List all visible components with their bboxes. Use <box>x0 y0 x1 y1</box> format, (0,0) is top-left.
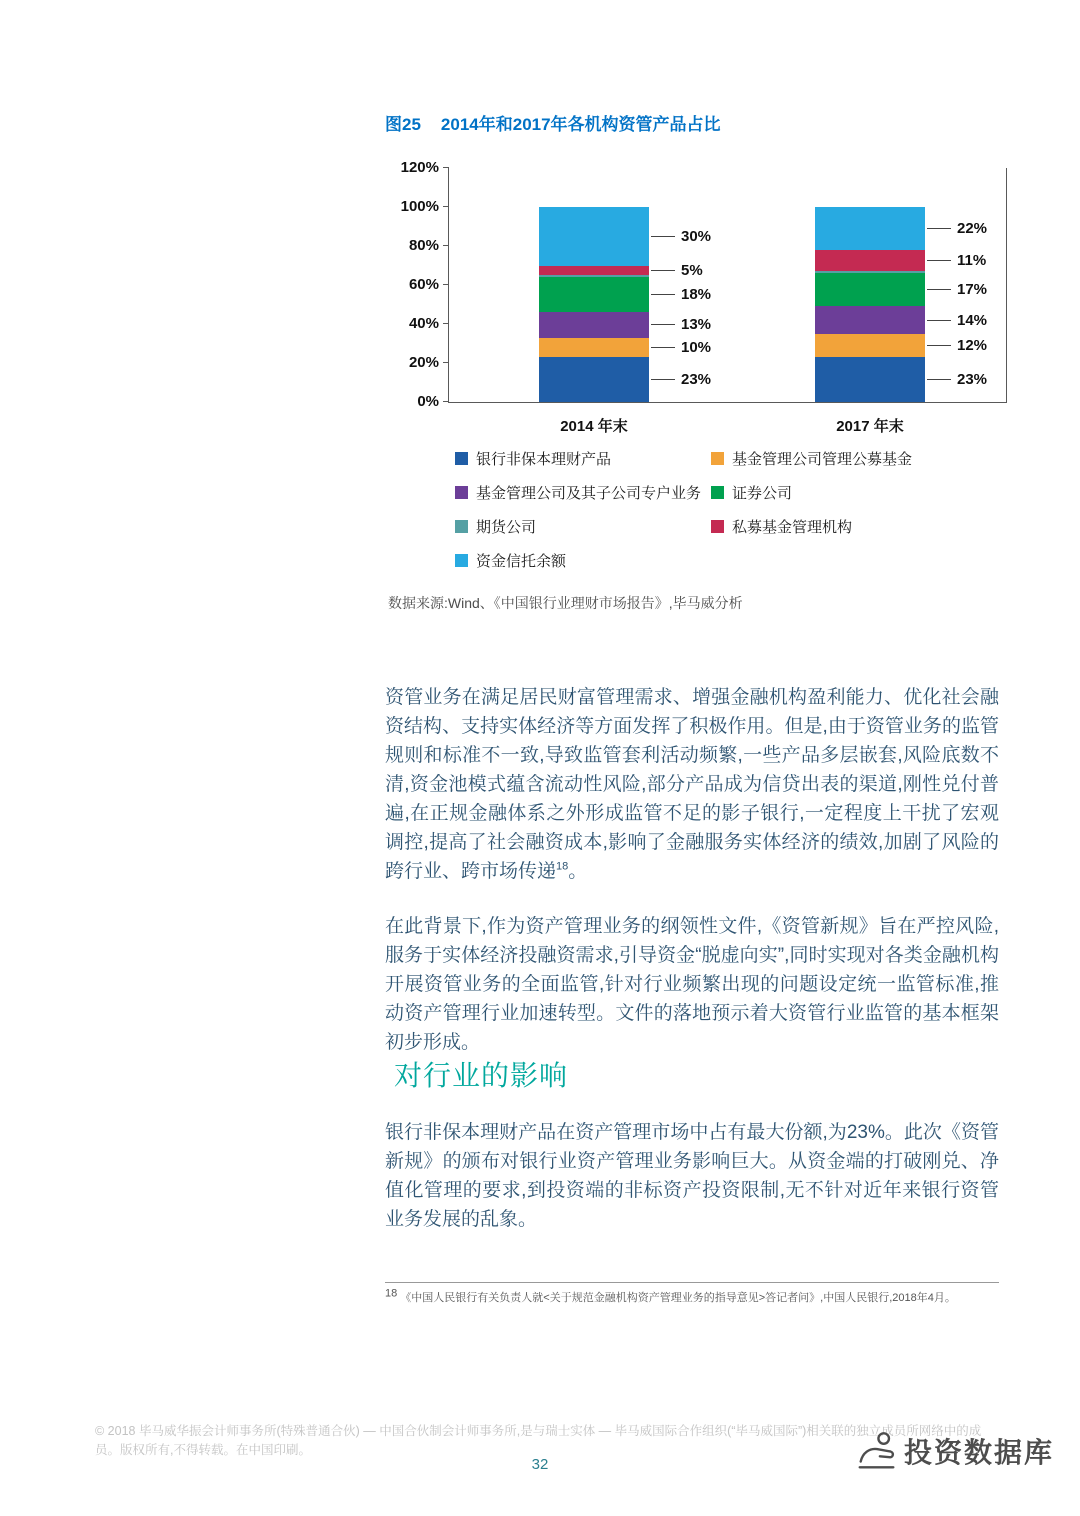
data-source: 数据来源:Wind、《中国银行业理财市场报告》,毕马威分析 <box>388 595 743 611</box>
bar-value-label <box>651 260 703 280</box>
legend-label: 基金管理公司管理公募基金 <box>732 451 913 468</box>
label-leader-line <box>651 270 675 271</box>
legend-swatch <box>711 520 724 533</box>
bar-value: 10% <box>681 338 712 356</box>
bar-value-label <box>651 226 711 246</box>
watermark <box>854 1428 1054 1474</box>
legend-label: 证券公司 <box>732 485 793 502</box>
watermark-logo-icon <box>854 1428 900 1474</box>
figure-title <box>385 110 721 135</box>
label-leader-line <box>927 345 951 346</box>
legend-label: 期货公司 <box>476 519 537 536</box>
footnote-text: 《中国人民银行有关负责人就<关于规范金融机构资产管理业务的指导意见>答记者问》,中国人民银行,2018年4月。 <box>397 1292 956 1304</box>
footnote-reference: 18 <box>556 860 569 873</box>
bar-value-label <box>927 310 987 330</box>
bar-value-label <box>927 280 987 300</box>
label-leader-line <box>651 347 675 348</box>
bar-segment <box>815 271 925 273</box>
bar-value-label <box>651 337 711 357</box>
label-leader-line <box>927 379 951 380</box>
footer-copyright: © 2018 毕马威华振会计师事务所(特殊普通合伙) — 中国合伙制会计师事务所,是与瑞士实体 — 毕马威国际合作组织(“毕马威国际”)相关联的独立成员所网络中的成员。版权所有,不得转载。在中国印刷。 <box>95 1424 982 1458</box>
bar-value: 22% <box>957 219 988 237</box>
y-axis-tick <box>443 362 449 363</box>
paragraph-2: 在此背景下,作为资产管理业务的纲领性文件,《资管新规》旨在严控风险,服务于实体经济投融资需求,引导资金“脱虚向实”,同时实现对各类金融机构开展资管业务的全面监管,针对行业频繁出现的问题设定统一监管标准,推动资产管理行业加速转型。文件的落地预示着大资管行业监管的基本框架初步形成。 <box>385 916 999 1053</box>
label-leader-line <box>651 379 675 380</box>
label-leader-line <box>927 228 951 229</box>
y-axis-tick <box>443 284 449 285</box>
legend-swatch <box>455 554 468 567</box>
bar-segment <box>539 275 649 277</box>
bar-value-label <box>651 315 711 335</box>
bar-segment <box>815 207 925 250</box>
bar-value: 17% <box>957 281 988 299</box>
y-axis-tick <box>443 401 449 402</box>
bar-value-label <box>651 285 711 305</box>
label-leader-line <box>651 324 675 325</box>
legend-label: 基金管理公司及其子公司专户业务 <box>476 485 702 502</box>
bar-segment <box>539 338 649 358</box>
bar-segment <box>815 306 925 333</box>
y-axis-tick-label: 20% <box>408 354 439 371</box>
legend-swatch <box>711 486 724 499</box>
bar-value: 11% <box>957 252 987 270</box>
bar-segment <box>815 357 925 402</box>
footnote <box>385 1282 999 1307</box>
plot-area <box>400 159 1007 435</box>
y-axis-tick-label: 120% <box>400 159 439 176</box>
label-leader-line <box>927 320 951 321</box>
bar-value: 23% <box>681 371 712 389</box>
x-axis-category-label: 2014 年末 <box>560 418 628 435</box>
y-axis-tick-label: 80% <box>408 237 439 254</box>
footnote-number: 18 <box>385 1287 398 1300</box>
legend-item <box>711 448 1005 469</box>
legend-item <box>455 550 711 571</box>
legend-swatch <box>455 520 468 533</box>
legend-swatch <box>711 452 724 465</box>
label-leader-line <box>927 289 951 290</box>
legend-item <box>455 482 711 503</box>
legend-swatch <box>455 486 468 499</box>
legend-label: 银行非保本理财产品 <box>476 451 612 468</box>
legend-label: 私募基金管理机构 <box>732 519 853 536</box>
paragraph-1-end: 。 <box>568 861 588 882</box>
y-axis-tick-label: 60% <box>408 276 439 293</box>
body-text-block-1 <box>385 683 999 1083</box>
bar-segment <box>815 250 925 271</box>
legend-swatch <box>455 452 468 465</box>
bar-segment <box>539 312 649 337</box>
bar-segment <box>539 277 649 312</box>
y-axis-tick <box>443 167 449 168</box>
bar-segment <box>815 273 925 306</box>
bar-value-label <box>927 218 987 238</box>
bar-segment <box>539 266 649 276</box>
bar-value: 23% <box>957 371 988 389</box>
watermark-text: 投资数据库 <box>903 1437 1054 1468</box>
y-axis-tick <box>443 323 449 324</box>
bar-value: 18% <box>681 286 712 304</box>
section-heading: 对行业的影响 <box>394 1060 569 1091</box>
bar-segment <box>539 207 649 266</box>
chart-legend <box>455 448 1005 571</box>
legend-label: 资金信托余额 <box>476 553 567 570</box>
paragraph-1 <box>385 683 999 886</box>
paragraph-1-text: 资管业务在满足居民财富管理需求、增强金融机构盈利能力、优化社会融资结构、支持实体经济等方面发挥了积极作用。但是,由于资管业务的监管规则和标准不一致,导致监管套利活动频繁,一些产品多层嵌套,风险底数不清,资金池模式蕴含流动性风险,部分产品成为信贷出表的渠道,刚性兑付普遍,在正规金融体系之外形成监管不足的影子银行,一定程度上干扰了宏观调控,提高了社会融资成本,影响了金融服务实体经济的绩效,加剧了风险的跨行业、跨市场传递 <box>385 687 999 882</box>
y-axis-tick <box>443 245 449 246</box>
bar-segment <box>815 334 925 357</box>
y-axis-tick-label: 0% <box>417 393 439 410</box>
bar-segment <box>539 357 649 402</box>
bar-value: 12% <box>957 336 988 354</box>
legend-item <box>711 516 1005 537</box>
paragraph-3: 银行非保本理财产品在资产管理市场中占有最大份额,为23%。此次《资管新规》的颁布对银行业资产管理业务影响巨大。从资金端的打破刚兑、净值化管理的要求,到投资端的非标资产投资限制,无不针对近年来银行资管业务发展的乱象。 <box>385 1122 999 1230</box>
bar-value: 5% <box>681 261 703 279</box>
bar-value-label <box>927 335 987 355</box>
figure-title-text: 2014年和2017年各机构资管产品占比 <box>440 115 721 134</box>
bar-value-label <box>651 370 711 390</box>
body-text-block-2 <box>385 1118 999 1260</box>
y-axis-tick-label: 40% <box>408 315 439 332</box>
label-leader-line <box>927 260 951 261</box>
bar-value-label <box>927 370 987 390</box>
figure-number: 图25 <box>385 115 421 134</box>
y-axis-tick-label: 100% <box>400 198 439 215</box>
bar-value-label <box>927 251 986 271</box>
label-leader-line <box>651 236 675 237</box>
label-leader-line <box>651 294 675 295</box>
y-axis-tick <box>443 206 449 207</box>
bar-value: 30% <box>681 227 712 245</box>
bar-value: 14% <box>957 311 988 329</box>
stacked-bar-chart <box>380 158 1040 468</box>
bar-value: 13% <box>681 316 712 334</box>
legend-item <box>455 448 711 469</box>
x-axis-category-label: 2017 年末 <box>836 418 904 435</box>
legend-item <box>455 516 711 537</box>
legend-item <box>711 482 1005 503</box>
page-number: 32 <box>531 1456 549 1473</box>
